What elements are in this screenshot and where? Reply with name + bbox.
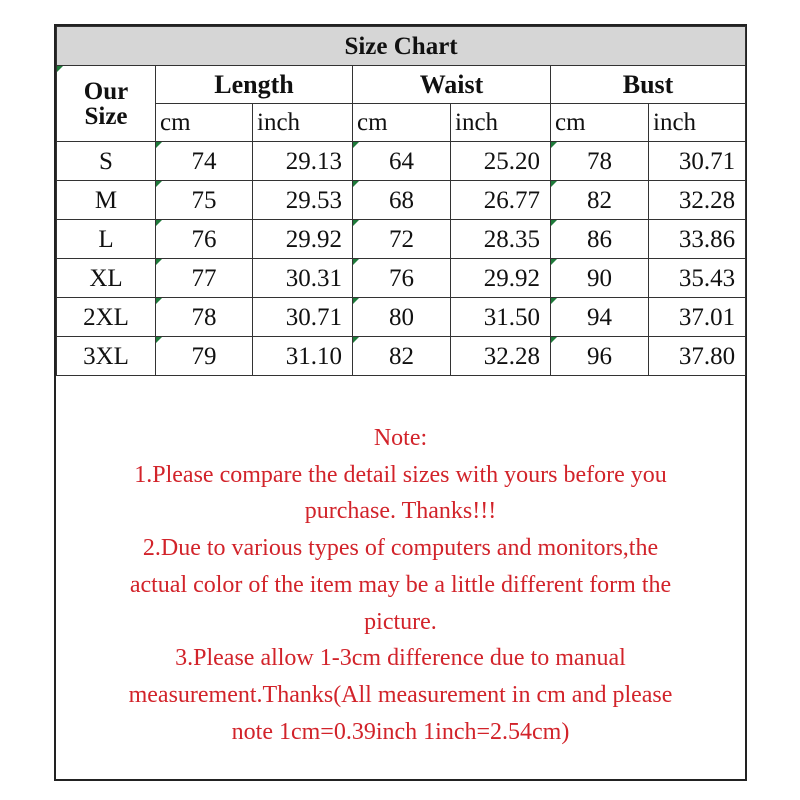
waist-cm-cell: 76 [353, 259, 451, 298]
unit-bust-inch: inch [649, 104, 746, 142]
table-row [57, 298, 746, 337]
length-cm-cell: 78 [156, 298, 253, 337]
bust-cm-cell: 78 [551, 142, 649, 181]
size-cell: L [57, 220, 156, 259]
waist-cm-cell: 72 [353, 220, 451, 259]
waist-inch-cell: 32.28 [451, 337, 551, 376]
bust-cm-cell: 96 [551, 337, 649, 376]
bust-cm-cell: 90 [551, 259, 649, 298]
unit-length-cm: cm [156, 104, 253, 142]
our-size-header-line-2: Size [84, 102, 128, 130]
bust-cm-cell: 82 [551, 181, 649, 220]
unit-bust-cm: cm [551, 104, 649, 142]
note-line: 2.Due to various types of computers and monitors,the [142, 535, 659, 562]
unit-waist-cm: cm [353, 104, 451, 142]
table-row [57, 337, 746, 376]
length-inch-cell: 29.92 [253, 220, 353, 259]
waist-inch-cell: 31.50 [451, 298, 551, 337]
size-chart-sheet [54, 24, 747, 781]
table-row [57, 220, 746, 259]
note-line: actual color of the item may be a little different form the [129, 571, 672, 598]
length-inch-cell: 29.13 [253, 142, 353, 181]
length-cm-cell: 77 [156, 259, 253, 298]
length-cm-cell: 74 [156, 142, 253, 181]
note-line: measurement.Thanks(All measurement in cm and please [128, 681, 673, 708]
size-chart-table [56, 26, 746, 376]
title-row [57, 27, 746, 66]
length-inch-cell: 29.53 [253, 181, 353, 220]
note-line: note 1cm=0.39inch 1inch=2.54cm) [231, 718, 570, 745]
unit-header-row [57, 104, 746, 142]
length-cm-cell: 76 [156, 220, 253, 259]
waist-inch-cell: 28.35 [451, 220, 551, 259]
waist-cm-cell: 64 [353, 142, 451, 181]
bust-inch-cell: 33.86 [649, 220, 746, 259]
bust-inch-cell: 37.01 [649, 298, 746, 337]
unit-length-inch: inch [253, 104, 353, 142]
chart-title: Size Chart [57, 27, 746, 66]
our-size-header [57, 66, 156, 142]
waist-cm-cell: 82 [353, 337, 451, 376]
length-inch-cell: 31.10 [253, 337, 353, 376]
size-cell: M [57, 181, 156, 220]
bust-header: Bust [551, 66, 746, 104]
note-line: purchase. Thanks!!! [304, 498, 497, 525]
our-size-header-line-1: Our [83, 77, 129, 105]
length-inch-cell: 30.31 [253, 259, 353, 298]
size-cell: XL [57, 259, 156, 298]
unit-waist-inch: inch [451, 104, 551, 142]
length-header: Length [156, 66, 353, 104]
table-row [57, 259, 746, 298]
waist-cm-cell: 68 [353, 181, 451, 220]
size-cell: S [57, 142, 156, 181]
note-heading: Note: [373, 425, 428, 451]
length-cm-cell: 79 [156, 337, 253, 376]
bust-cm-cell: 94 [551, 298, 649, 337]
table-row [57, 181, 746, 220]
note-line: picture. [364, 608, 437, 635]
size-cell: 3XL [57, 337, 156, 376]
waist-inch-cell: 29.92 [451, 259, 551, 298]
bust-inch-cell: 35.43 [649, 259, 746, 298]
note-line: 3.Please allow 1-3cm difference due to manual [175, 645, 626, 672]
waist-inch-cell: 26.77 [451, 181, 551, 220]
waist-header: Waist [353, 66, 551, 104]
length-inch-cell: 30.71 [253, 298, 353, 337]
bust-inch-cell: 32.28 [649, 181, 746, 220]
table-row [57, 142, 746, 181]
waist-inch-cell: 25.20 [451, 142, 551, 181]
bust-inch-cell: 37.80 [649, 337, 746, 376]
waist-cm-cell: 80 [353, 298, 451, 337]
bust-inch-cell: 30.71 [649, 142, 746, 181]
size-cell: 2XL [57, 298, 156, 337]
bust-cm-cell: 86 [551, 220, 649, 259]
note-line: 1.Please compare the detail sizes with yours before you [134, 461, 667, 488]
length-cm-cell: 75 [156, 181, 253, 220]
group-header-row [57, 66, 746, 104]
note-block [56, 420, 745, 750]
